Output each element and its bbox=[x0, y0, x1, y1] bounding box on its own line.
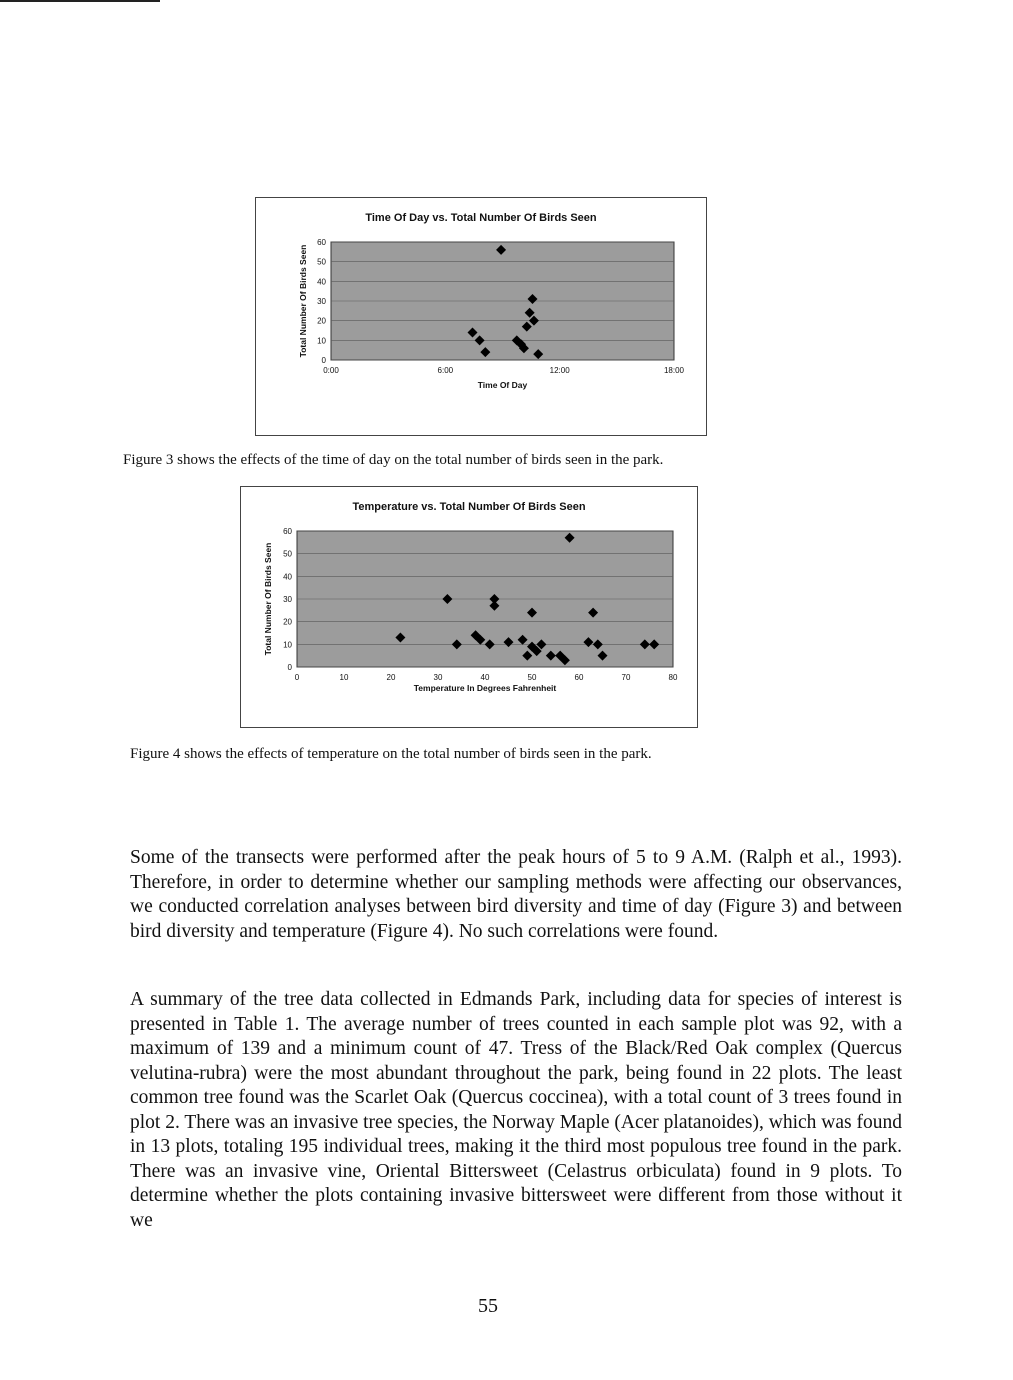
paragraph-tree-summary: A summary of the tree data collected in Edmands Park, including data for species of interest is presented in Table 1. The average number of trees counted in each sample plot was 92, with a maximum of 139 and a minimum count of 47. Tress of the Black/Red Oak complex (Quercus velutina-rubra) were the most abundant throughout the park, being found in 22 plots. The least common tree found was the Scarlet Oak (Quercus coccinea), with a total count of 3 trees found in plot 2. There was an invasive tree species, the Norway Maple (Acer platanoides), which was found in 13 plots, totaling 195 individual trees, making it the third most populous tree found in the park. There was an invasive vine, Oriental Bittersweet (Celastrus orbiculata) found in 9 plots. To determine whether the plots containing invasive bittersweet were different from those without it we bbox=[130, 989, 902, 1231]
y-tick-label: 30 bbox=[283, 595, 292, 604]
x-axis-label: Temperature In Degrees Fahrenheit bbox=[413, 683, 557, 693]
x-tick-label: 18:00 bbox=[663, 366, 685, 375]
x-tick-label: 60 bbox=[574, 673, 584, 682]
y-tick-label: 50 bbox=[317, 257, 326, 267]
chart-plot bbox=[241, 487, 697, 727]
figure-3-caption: Figure 3 shows the effects of the time of day on the total number of birds seen in the park. bbox=[123, 452, 664, 468]
figure-3-chart bbox=[255, 197, 707, 436]
x-tick-label: 30 bbox=[433, 673, 443, 682]
x-tick-label: 12:00 bbox=[549, 366, 570, 375]
y-tick-label: 10 bbox=[317, 336, 326, 346]
y-tick-label: 60 bbox=[317, 238, 326, 247]
x-tick-label: 10 bbox=[339, 673, 349, 682]
figure-4-caption: Figure 4 shows the effects of temperature on the total number of birds seen in the park. bbox=[130, 746, 652, 762]
x-tick-label: 0:00 bbox=[323, 366, 339, 375]
paragraph-transects: Some of the transects were performed after the peak hours of 5 to 9 A.M. (Ralph et al., 1993). Therefore, in order to determine whether our sampling methods were affecting our observances, we conducted correlation analyses between bird diversity and time of day (Figure 3) and between bird diversity and temperature (Figure 4). No such correlations were found. bbox=[130, 847, 902, 942]
y-tick-label: 20 bbox=[283, 617, 292, 627]
y-tick-label: 40 bbox=[283, 572, 292, 582]
y-tick-label: 20 bbox=[317, 316, 326, 326]
x-tick-label: 70 bbox=[621, 673, 631, 682]
y-axis-label: Total Number Of Birds Seen bbox=[298, 244, 308, 358]
y-tick-label: 0 bbox=[287, 663, 292, 672]
x-tick-label: 6:00 bbox=[437, 366, 454, 375]
y-axis-label: Total Number Of Birds Seen bbox=[263, 542, 273, 656]
chart-plot bbox=[256, 198, 706, 435]
page-number: 55 bbox=[478, 1295, 498, 1317]
y-tick-label: 60 bbox=[283, 527, 292, 536]
y-tick-label: 40 bbox=[317, 277, 326, 287]
x-axis-label: Time Of Day bbox=[477, 380, 528, 390]
x-tick-label: 40 bbox=[480, 673, 490, 682]
x-tick-label: 50 bbox=[527, 673, 537, 682]
top-edge-rule bbox=[0, 0, 160, 2]
y-tick-label: 0 bbox=[321, 356, 326, 365]
x-tick-label: 0 bbox=[294, 673, 300, 682]
x-tick-label: 20 bbox=[386, 673, 396, 682]
y-tick-label: 30 bbox=[317, 297, 326, 306]
y-tick-label: 50 bbox=[283, 549, 292, 559]
x-tick-label: 80 bbox=[668, 673, 678, 682]
chart-title: Temperature vs. Total Number Of Birds Seen bbox=[352, 501, 586, 513]
chart-title: Time Of Day vs. Total Number Of Birds Seen bbox=[365, 212, 597, 224]
y-tick-label: 10 bbox=[283, 640, 292, 650]
figure-4-chart bbox=[240, 486, 698, 728]
